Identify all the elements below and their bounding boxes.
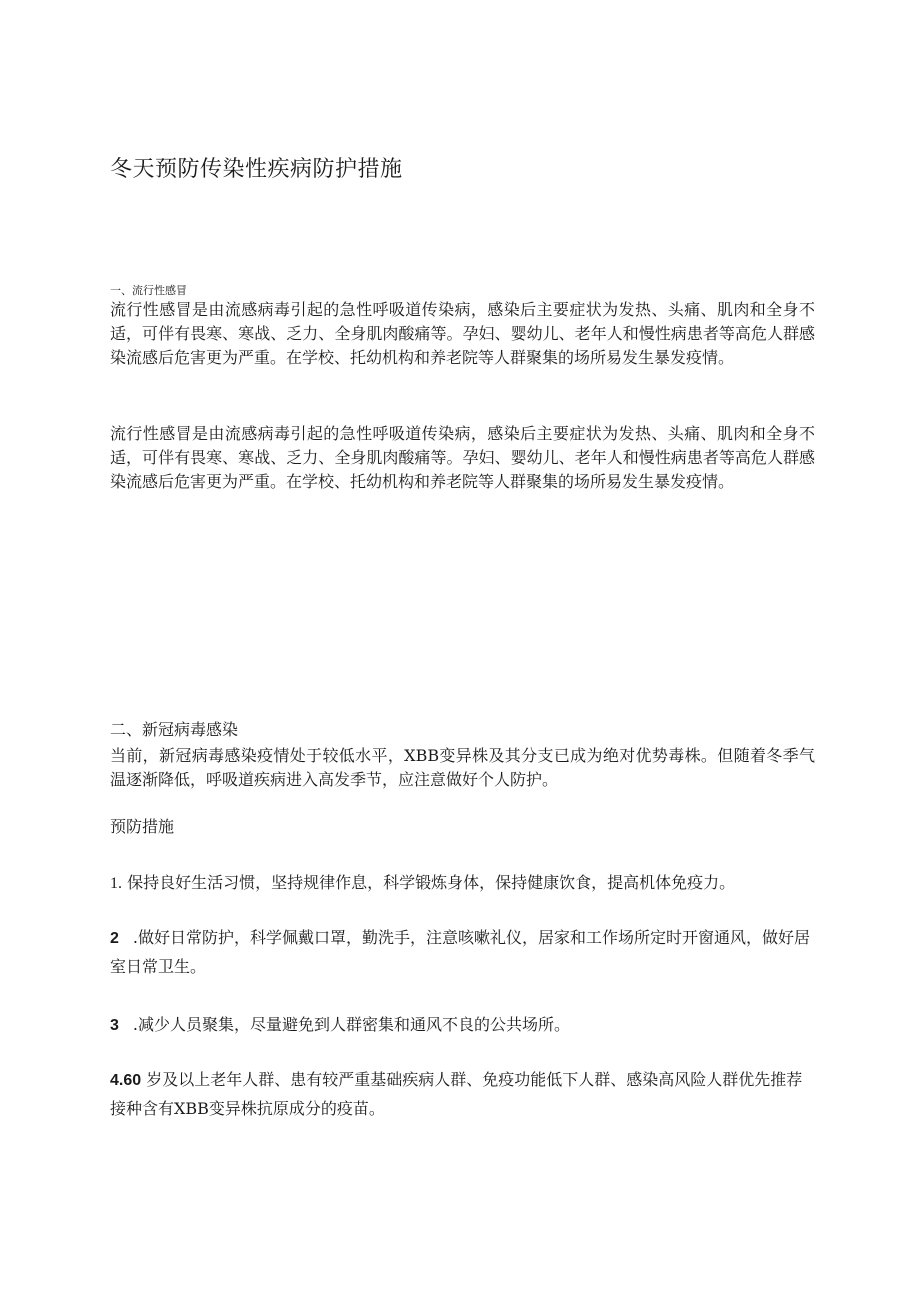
section2-paragraph: 当前，新冠病毒感染疫情处于较低水平，XBB变异株及其分支已成为绝对优势毒株。但随着冬季气温逐渐降低，呼吸道疾病进入高发季节，应注意做好个人防护。 (110, 746, 815, 789)
measures-label: 预防措施 (110, 817, 175, 836)
section1-paragraph-2: 流行性感冒是由流感病毒引起的急性呼吸道传染病，感染后主要症状为发热、头痛、肌肉和全身不适，可伴有畏寒、寒战、乏力、全身肌肉酸痛等。孕妇、婴幼儿、老年人和慢性病患者等高危人群感染流感后危害更为严重。在学校、托幼机构和养老院等人群聚集的场所易发生暴发疫情。 (110, 424, 815, 491)
measure-item-3-number: 3 (110, 1017, 119, 1034)
measure-item-2 (110, 924, 815, 981)
measure-item-4 (110, 1066, 815, 1123)
document-title: 冬天预防传染性疾病防护措施 (110, 157, 403, 182)
measure-item-2-number: 2 (110, 930, 119, 947)
section1-paragraph-1: 流行性感冒是由流感病毒引起的急性呼吸道传染病，感染后主要症状为发热、头痛、肌肉和全身不适，可伴有畏寒、寒战、乏力、全身肌肉酸痛等。孕妇、婴幼儿、老年人和慢性病患者等高危人群感染流感后危害更为严重。在学校、托幼机构和养老院等人群聚集的场所易发生暴发疫情。 (110, 300, 815, 367)
measure-item-1-number: 1. (110, 875, 122, 892)
section1-heading: 一、流行性感冒 (110, 284, 187, 297)
measure-item-1-text: 保持良好生活习惯，坚持规律作息，科学锻炼身体，保持健康饮食，提高机体免疫力。 (127, 873, 736, 892)
measure-item-3-text: .减少人员聚集，尽量避免到人群密集和通风不良的公共场所。 (132, 1015, 570, 1034)
measure-item-1 (110, 869, 815, 898)
measure-item-2-text: .做好日常防护，科学佩戴口罩，勤洗手，注意咳嗽礼仪，居家和工作场所定时开窗通风，做好居室日常卫生。 (110, 928, 810, 976)
measure-item-3 (110, 1011, 815, 1040)
measure-item-4-text: 岁及以上老年人群、患有较严重基础疾病人群、免疫功能低下人群、感染高风险人群优先推荐接种含有XBB变异株抗原成分的疫苗。 (110, 1070, 803, 1118)
measure-item-4-number: 4.60 (110, 1072, 142, 1089)
section2-heading: 二、新冠病毒感染 (110, 720, 239, 739)
